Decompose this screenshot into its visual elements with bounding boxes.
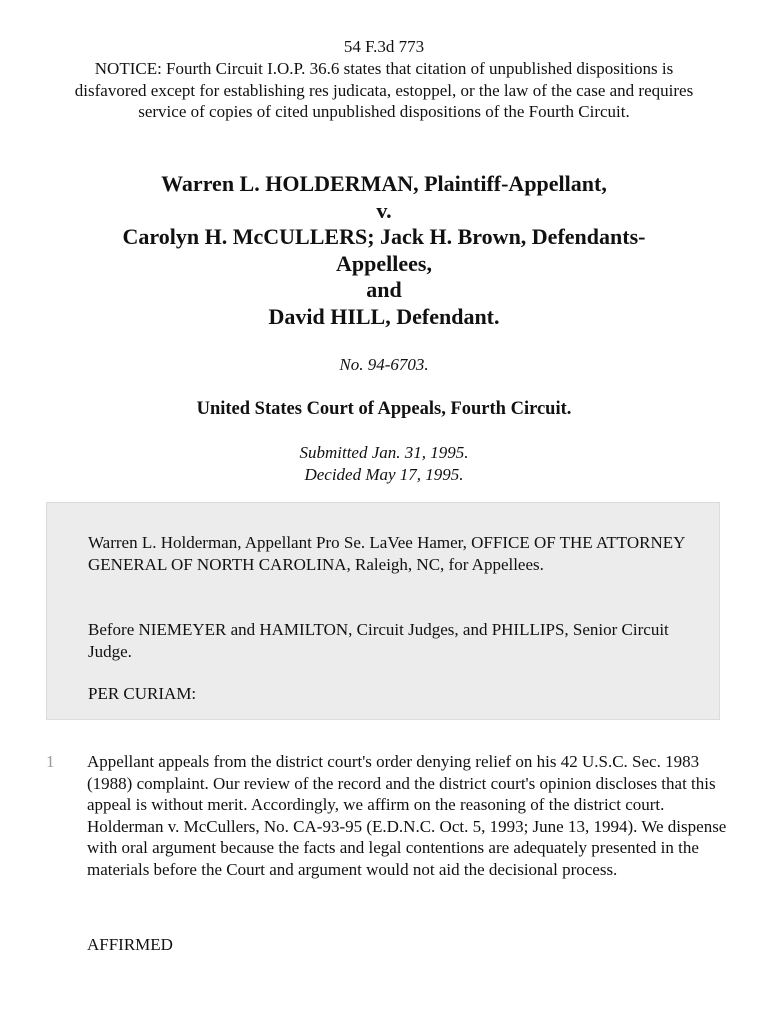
caption-defendants-line1: Carolyn H. McCULLERS; Jack H. Brown, Defendants- — [122, 224, 646, 249]
per-curiam-label: PER CURIAM: — [88, 684, 197, 703]
docket-number: No. 94-6703. — [339, 355, 429, 374]
counsel-text: Warren L. Holderman, Appellant Pro Se. LaVee Hamer, OFFICE OF THE ATTORNEY GENERAL OF NORTH CAROLINA, Raleigh, NC, for Appellees. — [88, 533, 685, 574]
case-caption — [60, 171, 708, 330]
opinion-paragraph: Appellant appeals from the district court's order denying relief on his 42 U.S.C. Sec. 1983 (1988) complaint. Our review of the record and the district court's opinion discloses that this appeal is without merit. Accordingly, we affirm on the reasoning of the district court. Holderman v. McCullers, No. CA-93-95 (E.D.N.C. Oct. 5, 1993; June 13, 1994). We dispense with oral argument because the facts and legal contentions are adequately presented in the materials before the Court and argument would not aid the decisional process. — [87, 752, 727, 879]
caption-versus: v. — [376, 197, 392, 223]
disposition: AFFIRMED — [87, 935, 173, 954]
date-submitted: Submitted Jan. 31, 1995. — [299, 443, 469, 462]
court-name: United States Court of Appeals, Fourth Circuit. — [196, 399, 572, 419]
caption-conjunction: and — [366, 277, 402, 302]
unpublished-notice: NOTICE: Fourth Circuit I.O.P. 36.6 states that citation of unpublished dispositions is disfavored except for establishing res judicata, estoppel, or the law of the case and requires service of copies of cited unpublished dispositions of the Fourth Circuit. — [74, 59, 694, 121]
case-dates — [0, 442, 768, 485]
counsel-info-box — [46, 502, 720, 720]
date-decided: Decided May 17, 1995. — [304, 464, 464, 484]
caption-plaintiff: Warren L. HOLDERMAN, Plaintiff-Appellant, — [161, 171, 607, 196]
judges-text: Before NIEMEYER and HAMILTON, Circuit Judges, and PHILLIPS, Senior Circuit Judge. — [88, 620, 669, 661]
case-citation: 54 F.3d 773 — [343, 37, 425, 56]
paragraph-number: 1 — [46, 752, 55, 771]
caption-other-defendant: David HILL, Defendant. — [268, 303, 500, 329]
caption-defendants-line2: Appellees, — [336, 250, 432, 276]
